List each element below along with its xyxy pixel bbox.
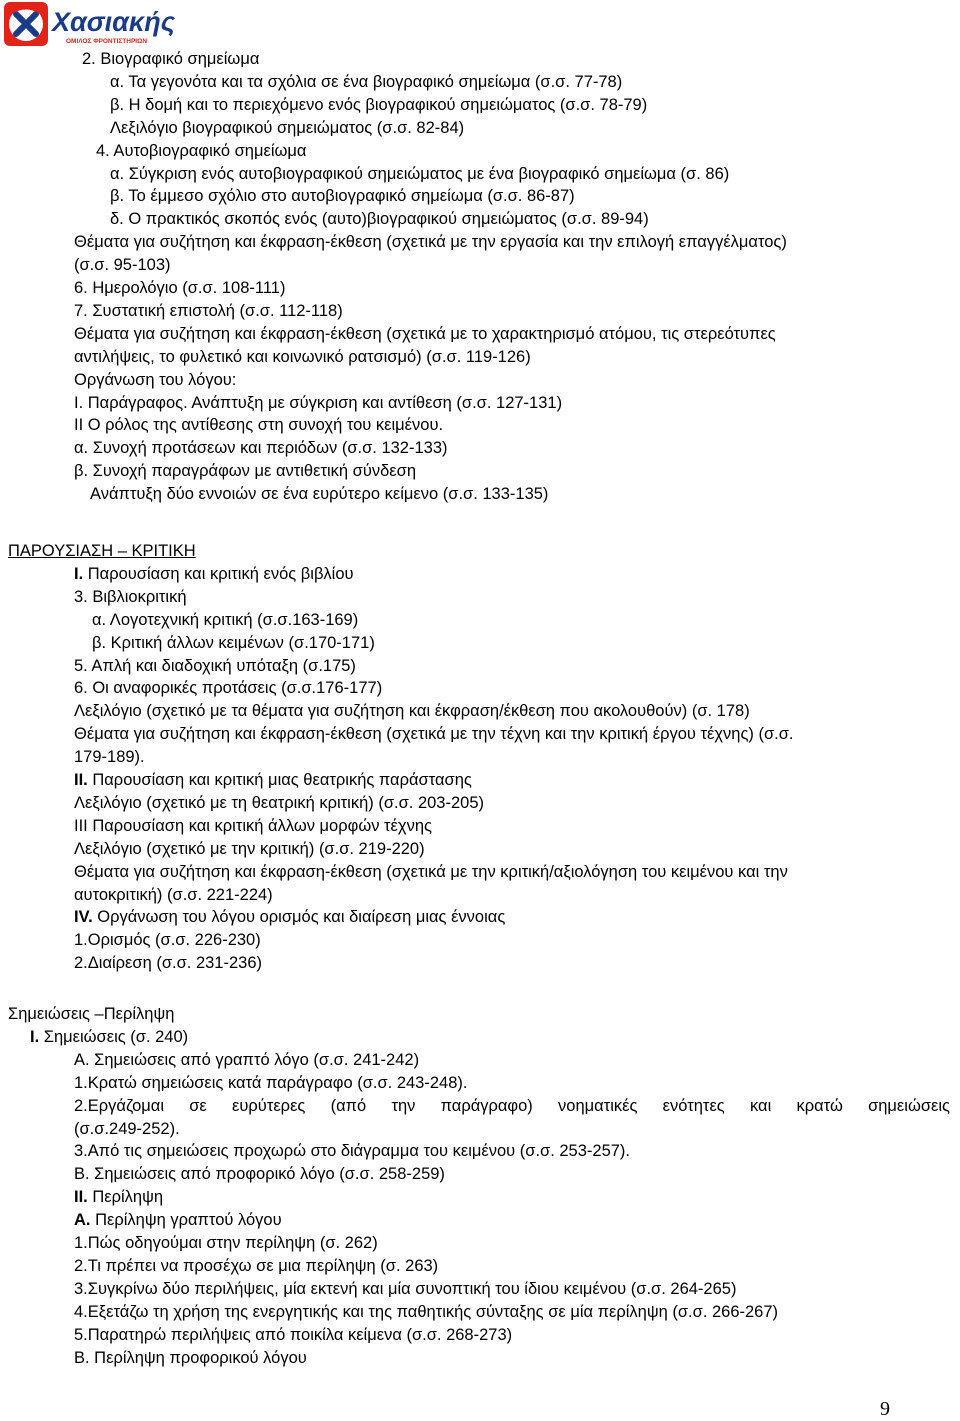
document-line: α. Τα γεγονότα και τα σχόλια σε ένα βιογραφικό σημείωμα (σ.σ. 77-78) [110,72,623,91]
line-label: ΙΙ. [74,771,88,789]
document-line [74,1186,163,1208]
document-line [74,769,472,791]
document-line: ΙΙΙ Παρουσίαση και κριτική άλλων μορφών τέχνης [74,816,432,835]
document-line: Θέματα για συζήτηση και έκφραση-έκθεση (σχετικά με την εργασία και την επιλογή επαγγέλματος) [74,233,787,252]
document-line: 2.Εργάζομαι σε ευρύτερες (από την παράγραφο) νοηματικές ενότητες και κρατώ σημειώσεις [74,1096,950,1115]
document-line: Α. Σημειώσεις από γραπτό λόγο (σ.σ. 241-242) [74,1050,420,1069]
document-line: 6. Ημερολόγιο (σ.σ. 108-111) [74,279,286,297]
line-text: Σημειώσεις (σ. 240) [39,1027,189,1046]
document-line: ΙΙ Ο ρόλος της αντίθεσης στη συνοχή του κειμένου. [74,416,444,435]
document-line: α. Σύγκριση ενός αυτοβιογραφικού σημειώματος με ένα βιογραφικό σημείωμα (σ. 86) [110,164,730,183]
line-label: IV. [74,908,93,927]
document-line [30,1026,188,1048]
document-line: 3.Συγκρίνω δύο περιλήψεις, μία εκτενή και μία συνοπτική του ίδιου κειμένου (σ.σ. 264-265) [74,1279,737,1298]
document-line: Λεξιλόγιο βιογραφικού σημειώματος (σ.σ. 82-84) [110,118,465,137]
document-line: 1.Κρατώ σημειώσεις κατά παράγραφο (σ.σ. 243-248). [74,1073,468,1092]
document-line: 6. Οι αναφορικές προτάσεις (σ.σ.176-177) [74,679,383,698]
document-line: β. Συνοχή παραγράφων με αντιθετική σύνδεση [74,462,416,481]
document-line: β. Κριτική άλλων κειμένων (σ.170-171) [92,633,375,652]
document-line: Ανάπτυξη δύο εννοιών σε ένα ευρύτερο κείμενο (σ.σ. 133-135) [90,485,549,504]
document-line: αυτοκριτική) (σ.σ. 221-224) [74,885,273,904]
line-label: Ι. [30,1027,40,1046]
line-text: Οργάνωση του λόγου ορισμός και διαίρεση μιας έννοιας [92,908,506,927]
document-line [74,1209,282,1231]
document-line: Λεξιλόγιο (σχετικό με την κριτική) (σ.σ. 219-220) [74,839,425,858]
document-line: Σημειώσεις –Περίληψη [8,1005,175,1023]
line-text: Παρουσίαση και κριτική ενός βιβλίου [83,564,354,583]
logo-brand: Χασιακής [52,7,176,37]
document-line: 7. Συστατική επιστολή (σ.σ. 112-118) [74,301,343,320]
document-line: Θέματα για συζήτηση και έκφραση-έκθεση (σχετικά με την τέχνη και την κριτική έργου τέχνης) (σ.σ. [74,725,794,744]
document-line: Θέματα για συζήτηση και έκφραση-έκθεση (σχετικά με το χαρακτηρισμό ατόμου, τις στερεότυπες [74,324,776,343]
document-line: 3.Από τις σημειώσεις προχωρώ στο διάγραμμα του κειμένου (σ.σ. 253-257). [74,1142,631,1161]
document-line: αντιλήψεις, το φυλετικό και κοινωνικό ρατσισμό) (σ.σ. 119-126) [74,347,531,366]
line-text: Περίληψη [87,1188,164,1207]
line-text: Παρουσίαση και κριτική μιας θεατρικής παράστασης [87,771,472,789]
document-line: 2.Τι πρέπει να προσέχω σε μια περίληψη (σ. 263) [74,1256,439,1275]
document-line: Ι. Παράγραφος. Ανάπτυξη με σύγκριση και αντίθεση (σ.σ. 127-131) [74,393,563,412]
document-line [74,563,354,585]
document-line [74,906,505,928]
line-text: Περίληψη γραπτού λόγου [90,1211,282,1230]
document-line: δ. Ο πρακτικός σκοπός ενός (αυτο)βιογραφικού σημειώματος (σ.σ. 89-94) [110,210,649,229]
document-line: α. Λογοτεχνική κριτική (σ.σ.163-169) [92,610,359,629]
document-line: 3. Βιβλιοκριτική [74,587,187,606]
document-line: β. Η δομή και το περιεχόμενο ενός βιογραφικού σημειώματος (σ.σ. 78-79) [110,95,648,114]
document-line: Λεξιλόγιο (σχετικό με τα θέματα για συζήτηση και έκφραση/έκθεση που ακολουθούν) (σ. 178) [74,702,750,721]
document-line: β. Το έμμεσο σχόλιο στο αυτοβιογραφικό σημείωμα (σ.σ. 86-87) [110,187,575,206]
document-line: (σ.σ.249-252). [74,1119,180,1138]
document-line: α. Συνοχή προτάσεων και περιόδων (σ.σ. 132-133) [74,439,448,458]
document-line: Θέματα για συζήτηση και έκφραση-έκθεση (σχετικά με την κριτική/αξιολόγηση του κειμένου και την [74,862,788,881]
page-number: 9 [880,1398,890,1420]
document-line: 5.Παρατηρώ περιλήψεις από ποικίλα κείμενα (σ.σ. 268-273) [74,1325,513,1344]
document-line: ΠΑΡΟΥΣΙΑΣΗ – ΚΡΙΤΙΚΗ [8,542,196,560]
document-line: Λεξιλόγιο (σχετικό με τη θεατρική κριτική) (σ.σ. 203-205) [74,793,485,812]
document-line: Β. Σημειώσεις από προφορικό λόγο (σ.σ. 258-259) [74,1165,445,1184]
line-label: ΙΙ. [74,1188,88,1207]
document-line: Β. Περίληψη προφορικού λόγου [74,1348,307,1367]
document-line: 1.Ορισμός (σ.σ. 226-230) [74,931,261,950]
document-line: (σ.σ. 95-103) [74,256,171,275]
document-line: 179-189). [74,748,145,767]
document-line: 4. Αυτοβιογραφικό σημείωμα [96,141,307,160]
document-line: 2. Βιογραφικό σημείωμα [82,50,260,68]
document-line: 4.Εξετάζω τη χρήση της ενεργητικής και της παθητικής σύνταξης σε μία περίληψη (σ.σ. 266-267) [74,1302,779,1321]
logo-subtitle: ΟΜΙΛΟΣ ΦΡΟΝΤΙΣΤΗΡΙΩΝ [66,38,148,45]
document-line: Οργάνωση του λόγου: [74,370,237,389]
brand-logo [4,2,194,46]
line-label: Ι. [74,564,84,583]
line-label: Α. [74,1211,91,1230]
document-line: 1.Πώς οδηγούμαι στην περίληψη (σ. 262) [74,1234,378,1252]
document-line: 5. Απλή και διαδοχική υπόταξη (σ.175) [74,656,356,675]
document-line: 2.Διαίρεση (σ.σ. 231-236) [74,954,263,973]
